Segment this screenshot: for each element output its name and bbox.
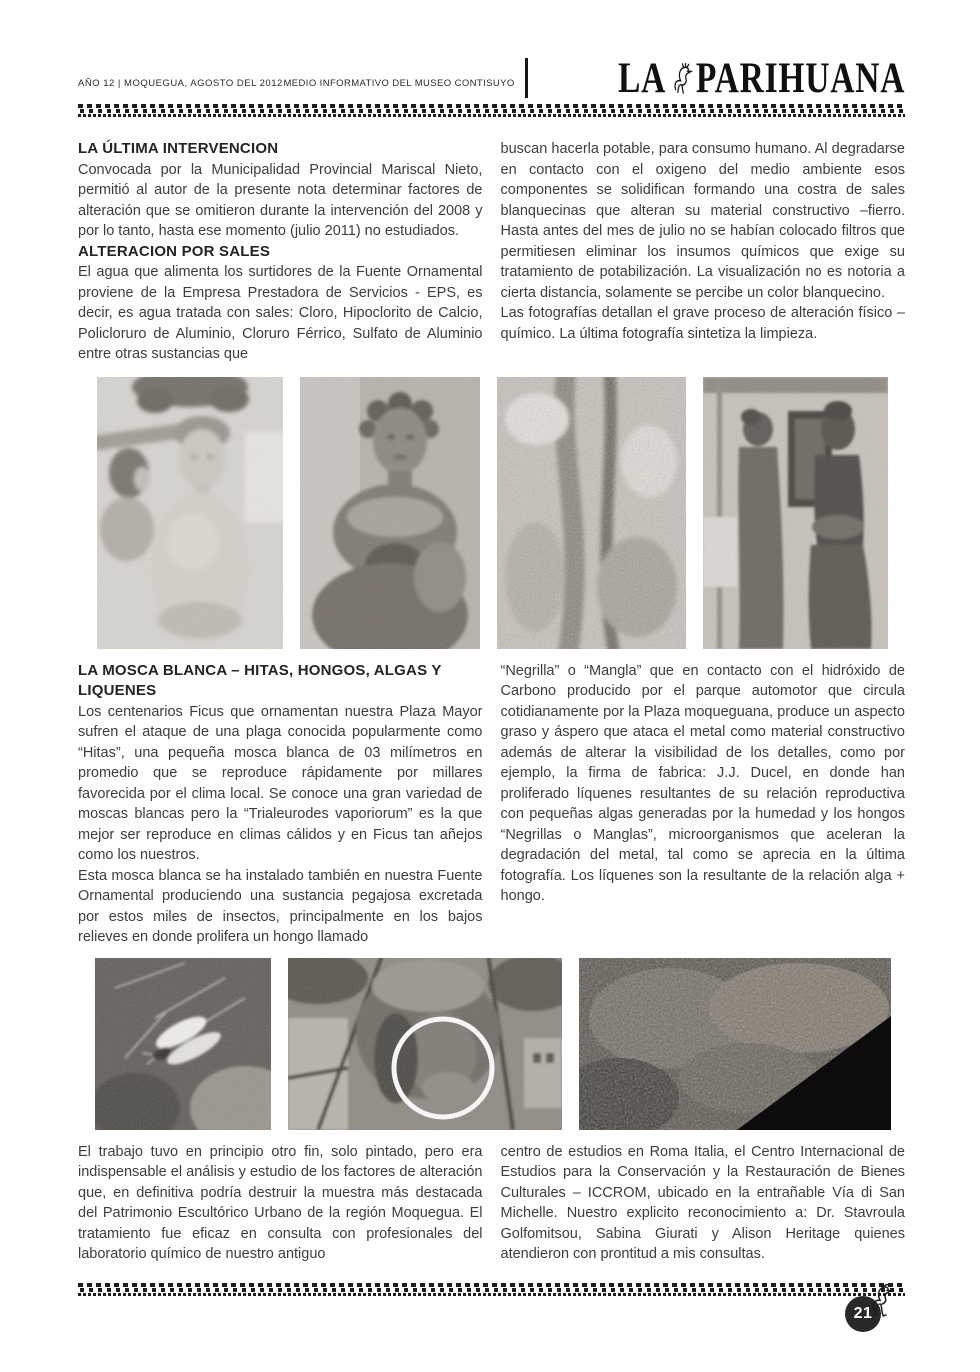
section-heading-alteracion-por-sales: ALTERACION POR SALES	[78, 242, 271, 260]
photo-row-bottom	[78, 958, 905, 1130]
column-left	[78, 661, 483, 948]
paragraph: El agua que alimenta los surtidores de la Fuente Ornamental proviene de la Empresa Prestadora de Servicios - EPS, es decir, es agua tratada con sales: Cloro, Hipoclorito de Calcio, Policloruro de Aluminio, Cloruro Férrico, Sulfato de Aluminio entre otras sustancias que	[78, 264, 483, 362]
photo-statue-bust-dark	[300, 377, 480, 649]
paragraph: centro de estudios en Roma Italia, el Centro Internacional de Estudios para la Conservación y la Restauración de Bienes Culturales – ICCROM, ubicado en la entrañable Vía di San Michelle. Nuestro explicito reconocimiento a: Dr. Stavroula Golfomitsou, Sabina Giurati y Alison Heritage quienes atendieron con prontitud a mis consultas.	[500, 1143, 905, 1262]
paragraph: Convocada por la Municipalidad Provincial Mariscal Nieto, permitió al autor de la presente nota determinar factores de alteración que se omitieron durante la intervención del 2008 y por lo tanto, hasta ese momento (julio 2011) no estudiados.	[78, 161, 483, 239]
photo-statue-light-frontal	[97, 377, 283, 649]
masthead-la: LA	[617, 55, 666, 103]
masthead-divider	[525, 58, 528, 98]
paragraph: Las fotografías detallan el grave proceso de alteración físico – químico. La última fotografía sintetiza la limpieza.	[500, 305, 905, 342]
column-right	[501, 1142, 906, 1265]
section-heading-ultima-intervencion: LA ÚLTIMA INTERVENCION	[78, 140, 279, 157]
article-middle-section	[78, 661, 905, 948]
publication-subtitle: MEDIO INFORMATIVO DEL MUSEO CONTISUYO	[283, 78, 515, 89]
page-number: 21	[853, 1305, 873, 1322]
photo-drapery-salt-crust	[497, 377, 686, 649]
decorative-border-top	[78, 104, 905, 117]
page-bird-icon	[867, 1284, 895, 1326]
section-heading-mosca-blanca: LA MOSCA BLANCA – HITAS, HONGOS, ALGAS Y LIQUENES	[78, 661, 442, 699]
photo-row-top	[78, 377, 905, 649]
photo-whitefly-closeup	[95, 958, 271, 1130]
paragraph: El trabajo tuvo en principio otro fin, solo pintado, pero era indispensable el análisis y estudio de los factores de alteración que, en definitiva podría destruir la muestra más destacada del Patrimonio Escultórico Urbano de la región Moquegua. El tratamiento fue eficaz en consulta con profesionales del laboratorio químico de nuestro antiguo	[78, 1143, 483, 1262]
article-bottom-section	[78, 1142, 905, 1265]
photo-lichen-texture	[579, 958, 891, 1130]
masthead-title: PARIHUANA	[695, 55, 905, 103]
paragraph: Esta mosca blanca se ha instalado también en nuestra Fuente Ornamental produciendo una sustancia pegajosa excretada por estos miles de insectos, principalmente en los bajos relieves en donde prolifera un hongo llamado	[78, 867, 483, 945]
paragraph: buscan hacerla potable, para consumo humano. Al degradarse en contacto con el oxigeno del medio ambiente esos componentes se solidifican formando una costra de sales blanquecinas que alteran su material constructivo –fierro. Hasta antes del mes de julio no se habían colocado filtros que permitiesen eliminar los insumos químicos que exige su tratamiento de potabilización. La visualización no es notoria a cierta distancia, solamente se percibe un color blanquecino.	[500, 141, 905, 301]
photo-statues-pair-cleaned	[703, 377, 888, 649]
article-top-section	[78, 139, 905, 365]
page-header	[78, 55, 905, 103]
masthead-group	[283, 55, 905, 103]
column-left	[78, 1142, 483, 1265]
paragraph: Los centenarios Ficus que ornamentan nuestra Plaza Mayor sufren el ataque de una plaga conocida popularmente como “Hitas”, una pequeña mosca blanca de 03 milímetros en promedio que se reproduce rápidamente por millares favorecida por el clima local. Se conoce una gran variedad de moscas blancas pero la “Trialeurodes vaporiorum” es la que mejor ser reproduce en climas cálidos y en Ficus tan añejos como los nuestros.	[78, 703, 483, 863]
paragraph: “Negrilla” o “Mangla” que en contacto con el hidróxido de Carbono producido por el parque automotor que circula cotidianamente por la Plaza moqueguana, produce un aspecto graso y áspero que ataca el metal como material constructivo además de alterar la visibilidad de los detalles, como por ejemplo, la firma de fabrica: J.J. Ducel, en donde han proliferado líquenes resultantes de su relación reproductiva con pequeñas algas generadas por la humedad y los hongos “Negrillas o Manglas”, microorganismos que aceleran la degradación del metal, tal como se aprecia en la última fotografía. Los líquenes son la resultante de la relación alga + hongo.	[500, 662, 905, 904]
column-right	[501, 661, 906, 948]
decorative-border-bottom	[78, 1283, 905, 1296]
masthead	[617, 55, 905, 103]
parihuana-bird-icon	[669, 62, 692, 96]
photo-fountain-detail-circled	[288, 958, 562, 1130]
issue-line: AÑO 12 | MOQUEGUA, AGOSTO DEL 2012	[78, 78, 283, 89]
column-right	[501, 139, 906, 365]
column-left	[78, 139, 483, 365]
